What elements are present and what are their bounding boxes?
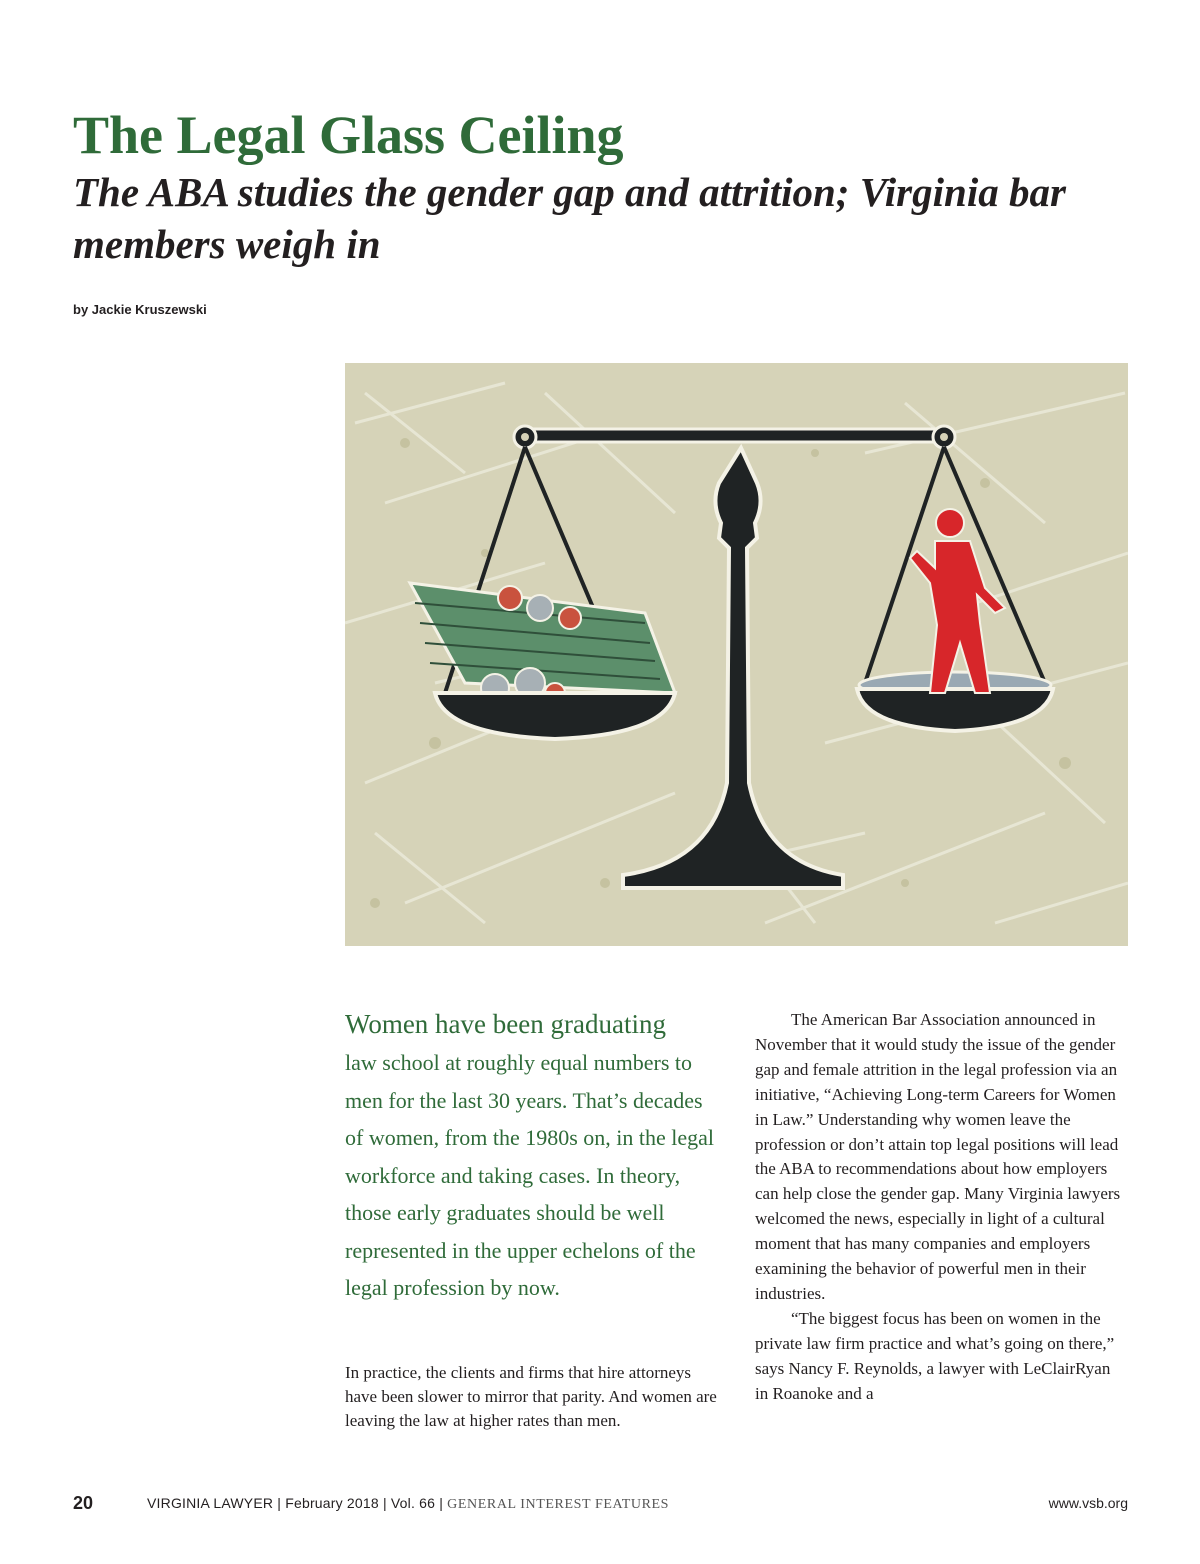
article-title: The Legal Glass Ceiling [73, 105, 624, 165]
footer-separator: | [382, 1495, 387, 1511]
website-link[interactable]: www.vsb.org [1048, 1495, 1128, 1511]
page-number: 20 [73, 1493, 94, 1513]
footer-separator: | [277, 1495, 282, 1511]
body-left-paragraph: In practice, the clients and firms that hire attorneys have been slower to mirror that parity. And women are leaving the law at higher rates than men. [345, 1363, 717, 1430]
scales-of-justice-icon [345, 363, 1128, 946]
issue-date: February 2018 [285, 1495, 379, 1511]
volume-number: Vol. 66 [390, 1495, 436, 1511]
footer-separator: | [439, 1495, 444, 1511]
byline: by Jackie Kruszewski [73, 302, 207, 317]
body-right-paragraph-1: The American Bar Association announced in November that it would study the issue of the gender gap and female attrition in the legal profession via an initiative, “Achieving Long-term Careers for Women in Law.” Understanding why women leave the profession or don’t attain top legal positions will lead the ABA to recommendations about how employers can help close the gender gap. Many Virginia lawyers welcomed the news, especially in light of a cultural moment that has many companies and employers examining the behavior of powerful men in their industries. [755, 1010, 1121, 1303]
section-name: GENERAL INTEREST FEATURES [447, 1497, 670, 1512]
page-footer [73, 1493, 1128, 1517]
body-right-paragraph-2: “The biggest focus has been on women in the private law firm practice and what’s going on there,” says Nancy F. Reynolds, a lawyer with LeClairRyan in Roanoke and a [755, 1308, 1115, 1403]
running-footer [147, 1495, 669, 1513]
lead-paragraph [345, 1004, 720, 1307]
lead-rest-text: law school at roughly equal numbers to men for the last 30 years. That’s decades of women, from the 1980s on, in the legal workforce and taking cases. In theory, those early graduates should be well represented in the upper echelons of the legal profession by now. [345, 1050, 715, 1300]
lead-first-line: Women have been graduating [345, 1009, 666, 1039]
body-right-column [755, 1008, 1127, 1407]
article-subtitle: The ABA studies the gender gap and attrition; Virginia bar members weigh in [73, 169, 1066, 267]
publication-name: VIRGINIA LAWYER [147, 1495, 274, 1511]
